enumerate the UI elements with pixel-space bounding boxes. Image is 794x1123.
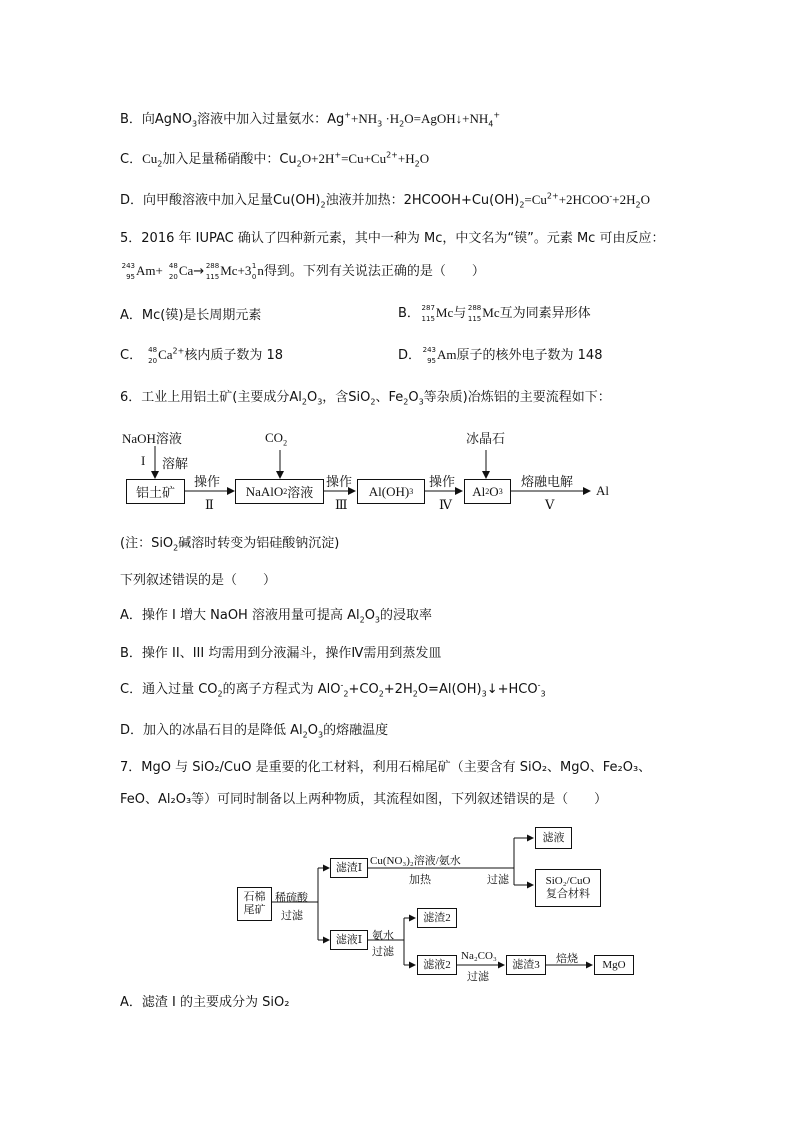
sio2-cuo-box: SiO₂/CuO 复合材料 xyxy=(535,869,601,907)
na2co3-label: Na₂CO₃ xyxy=(461,950,497,962)
naalo2-box: NaAlO 2 溶液 xyxy=(235,479,324,504)
q7-option-a: A．滤渣 I 的主要成分为 SiO₂ xyxy=(120,995,290,1010)
ore-box: 铝土矿 xyxy=(126,479,185,504)
liquid1-box: 滤液Ⅰ xyxy=(330,930,368,950)
liquid2-box: 滤液2 xyxy=(417,955,457,975)
op4-roman: Ⅳ xyxy=(439,497,452,512)
q6-option-c: C．通入过量 $CO_2$的离子方程式为 $AlO^-_2+CO_2+2H_2O=Al(OH)_3↓+HCO^-_3$ xyxy=(120,680,546,699)
al-product: Al xyxy=(596,483,609,498)
filtrate-box: 滤液 xyxy=(535,827,572,849)
q6-note: (注：SiO$_2$碱溶时转变为铝硅酸钠沉淀) xyxy=(120,536,340,553)
q4-option-d: D．向甲酸溶液中加入足量$Cu(OH)_2$浊液并加热：$2HCOOH+Cu(OH)_2=Cu^{2+}+2HCOO^-+2H_2O$ xyxy=(120,191,650,210)
residue1-box: 滤渣Ⅰ xyxy=(330,858,368,878)
residue2-box: 滤渣2 xyxy=(417,908,457,928)
calcine-label: 焙烧 xyxy=(556,953,578,965)
q5-option-d: D． 243 95 Am原子的核外电子数为 148 xyxy=(398,345,603,365)
acid-label: 稀硫酸 xyxy=(275,892,308,904)
ore-tailings-box: 石棉 尾矿 xyxy=(237,887,272,921)
filter2-label: 过滤 xyxy=(487,874,509,886)
op4-label: 操作 xyxy=(429,474,456,489)
op3-label: 操作 xyxy=(326,474,353,489)
co2-label: $CO_2$ xyxy=(265,430,288,448)
ammonia-label: 氨水 xyxy=(372,930,394,942)
q5-option-b: B． 287 115 Mc与 288 115 Mc互为同素异形体 xyxy=(398,303,591,323)
q5-option-a: A．Mc(镆)是长周期元素 xyxy=(120,308,262,323)
q5-reaction: 243 95 Am+ 48 20 Ca→ 288 115 Mc+3 1 0 n得到。下列有关说法正确的是（ ） xyxy=(121,261,485,281)
cu-reagent-label: Cu(NO₃)₂溶液/氨水 xyxy=(370,855,461,867)
cryolite-label: 冰晶石 xyxy=(466,431,506,446)
residue3-box: 滤渣3 xyxy=(506,955,546,975)
q6-option-d: D．加入的冰晶石目的是降低 $Al_2O_3$的熔融温度 xyxy=(120,723,389,740)
q6-stem: 6．工业上用铝土矿(主要成分$Al_2O_3$，含SiO$_2$、$Fe_2O_3$等杂质)冶炼铝的主要流程如下： xyxy=(120,390,611,407)
op5-roman: Ⅴ xyxy=(545,497,555,512)
filter3-label: 过滤 xyxy=(372,946,394,958)
step1-label: 溶解 xyxy=(162,456,189,471)
step1-roman: I xyxy=(141,453,146,468)
filter4-label: 过滤 xyxy=(467,971,489,983)
op2-label: 操作 xyxy=(194,474,221,489)
heat-label: 加热 xyxy=(409,874,431,886)
q4-option-c: C．$Cu_2$加入足量稀硝酸中：$Cu_2O+2H^+=Cu+Cu^{2+}+H_2O$ xyxy=(120,150,430,169)
naoh-label: NaOH溶液 xyxy=(122,431,182,446)
q6-option-a: A．操作 I 增大 NaOH 溶液用量可提高 $Al_2O_3$的浸取率 xyxy=(120,608,433,625)
q7-stem-line1: 7．MgO 与 SiO₂/CuO 是重要的化工材料，利用石棉尾矿（主要含有 SiO₂、MgO、Fe₂O₃、 xyxy=(120,760,652,775)
q6-option-b: B．操作 II、III 均需用到分液漏斗，操作Ⅳ需用到蒸发皿 xyxy=(120,646,442,661)
q5-stem: 5．2016 年 IUPAC 确认了四种新元素，其中一种为 Mc，中文名为“镆”。元素 Mc 可由反应： xyxy=(120,231,665,246)
op3-roman: Ⅲ xyxy=(335,497,348,512)
q5-option-c: C． 48 20 $Ca^{2+}$核内质子数为 18 xyxy=(120,345,284,365)
mgo-box: MgO xyxy=(594,955,634,975)
q6-ask: 下列叙述错误的是（ ） xyxy=(120,573,277,588)
aloh3-box: Al(OH) 3 xyxy=(357,479,425,504)
melt-label: 熔融电解 xyxy=(521,474,574,489)
filter-label: 过滤 xyxy=(281,910,303,922)
q7-stem-line2: FeO、Al₂O₃等）可同时制备以上两种物质，其流程如图，下列叙述错误的是（ ） xyxy=(120,792,608,807)
op2-roman: Ⅱ xyxy=(205,497,214,512)
al2o3-box: Al 2 O 3 xyxy=(464,479,511,504)
q4-option-b: B．向AgNO$_3$溶液中加入过量氨水：$Ag^++NH_3$ $\cdot H_2O=AgOH↓+NH_4^+$ xyxy=(120,110,501,129)
